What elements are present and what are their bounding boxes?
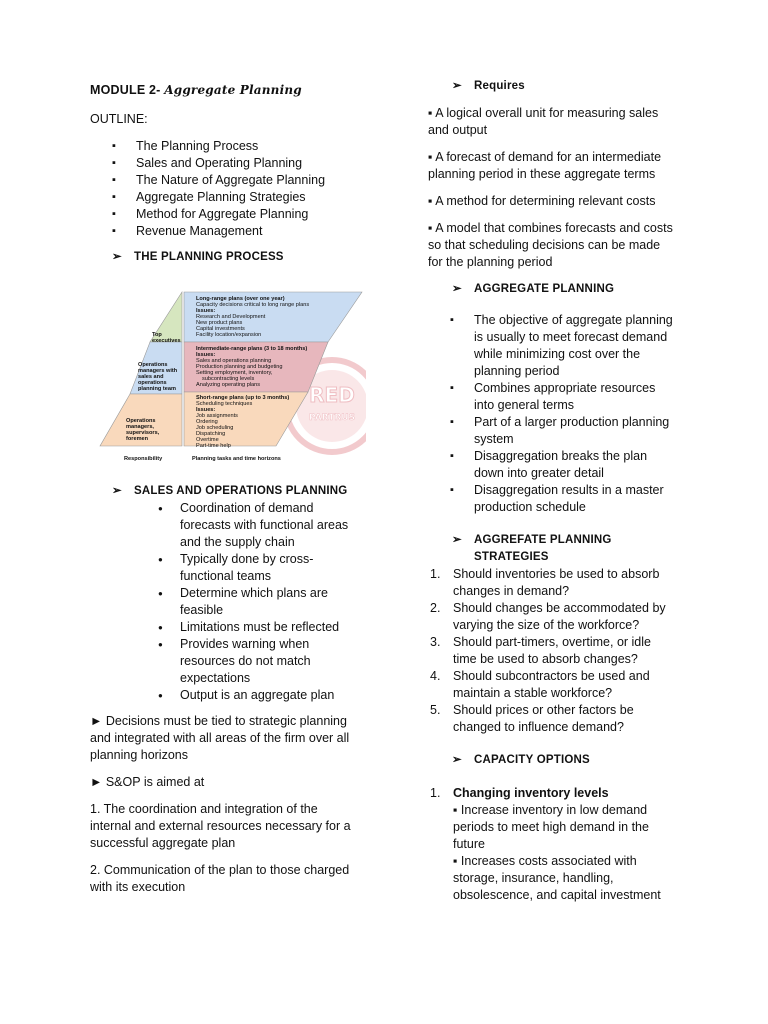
strategy-line: varying the size of the workforce? (453, 618, 640, 632)
sop-line: Provides warning when (180, 637, 310, 651)
resp-low-label: Operations (126, 418, 156, 424)
strategy-line: changes in demand? (453, 584, 570, 598)
requires-item (428, 105, 688, 139)
mid-range-line: Analyzing operating plans (196, 382, 261, 388)
sop-line: Output is an aggregate plan (180, 688, 335, 702)
requires-line: ▪ A logical overall unit for measuring sales (428, 106, 659, 120)
aggregate-item (428, 448, 688, 482)
aim-1-paragraph (90, 801, 370, 852)
diagram-footer-left: Responsibility (124, 456, 163, 462)
outline-item: ▪ Aggregate Planning Strategies (90, 189, 370, 206)
long-range-line: Issues: (196, 308, 216, 314)
resp-low-label: foremen (126, 436, 149, 442)
short-range-line: Part-time help (196, 443, 231, 449)
outline-item: ▪ Revenue Management (90, 223, 370, 240)
arrow-bullet-icon: ➢ (112, 251, 122, 263)
short-range-line: Scheduling techniques (196, 401, 253, 407)
sop-line: Typically done by cross- (180, 552, 314, 566)
capacity-line: storage, insurance, handling, (453, 871, 614, 885)
capacity-options-list (430, 785, 688, 904)
strategy-item (430, 600, 688, 634)
long-range-line: New product plans (196, 320, 243, 326)
short-range-line: Ordering (196, 419, 218, 425)
outline-item: ▪ The Nature of Aggregate Planning (90, 172, 370, 189)
strategy-line: Should part-timers, overtime, or idle (453, 635, 651, 649)
aggregate-item (428, 414, 688, 448)
requires-line: and output (428, 123, 488, 137)
mid-range-line: Sales and operations planning (196, 358, 272, 364)
decisions-line: and integrated with all areas of the firm over all (90, 731, 350, 745)
short-range-title: Short-range plans (up to 3 months) (196, 395, 290, 401)
resp-top-label: Top (152, 332, 162, 338)
decisions-line: planning horizons (90, 748, 188, 762)
capacity-line: future (453, 837, 485, 851)
resp-mid-label: operations (138, 380, 167, 386)
decisions-line: ► Decisions must be tied to strategic planning (90, 714, 347, 728)
aim-2-line: with its execution (90, 880, 186, 894)
strategy-line: Should prices or other factors be (453, 703, 634, 717)
arrow-bullet-icon: ➢ (452, 754, 462, 766)
sop-line: feasible (180, 603, 224, 617)
arrow-bullet-icon: ➢ (112, 485, 122, 497)
strategy-item (430, 668, 688, 702)
long-range-line: Capacity decisions critical to long range plans (196, 302, 310, 308)
sop-item (90, 500, 370, 551)
svg-text:RED: RED (309, 383, 355, 407)
strategy-number: 4. (430, 669, 441, 683)
arrow-bullet-icon: ➢ (452, 534, 462, 546)
aggregate-item (428, 482, 688, 516)
strategies-heading-text: AGGREFATE PLANNING (474, 534, 612, 546)
resp-low-label: managers, (126, 424, 154, 430)
aggregate-item (428, 380, 688, 414)
sop-line: resources do not match (180, 654, 311, 668)
planning-diagram (96, 288, 366, 468)
requires-item (428, 220, 688, 271)
mid-range-title: Intermediate-range plans (3 to 18 months) (196, 346, 308, 352)
strategies-list (430, 566, 688, 736)
resp-mid-label: planning team (138, 386, 176, 392)
strategy-line: Should inventories be used to absorb (453, 567, 660, 581)
aim-2-paragraph (90, 862, 370, 896)
aim-2-line: 2. Communication of the plan to those charged (90, 863, 350, 877)
module-title-script: Aggregate Planning (164, 83, 302, 97)
requires-line: for the planning period (428, 255, 553, 269)
requires-item (428, 193, 688, 210)
requires-heading (428, 78, 688, 95)
strategies-heading-text: STRATEGIES (474, 551, 549, 563)
short-range-line: Job assignments (196, 413, 238, 419)
short-range-line: Overtime (196, 437, 219, 443)
sop-item (90, 636, 370, 687)
aggregate-line: Combines appropriate resources (474, 381, 656, 395)
aim-1-line: internal and external resources necessary for a (90, 819, 351, 833)
diagram-footer-right: Planning tasks and time horizons (192, 456, 281, 462)
sop-item (90, 551, 370, 585)
right-column (428, 78, 688, 904)
outline-label: OUTLINE: (90, 112, 148, 126)
aggregate-line: The objective of aggregate planning (474, 313, 673, 327)
aggregate-planning-heading (428, 281, 688, 298)
aggregate-line: Part of a larger production planning (474, 415, 670, 429)
strategy-item (430, 566, 688, 600)
sop-line: forecasts with functional areas (180, 518, 349, 532)
aggregate-line: planning period (474, 364, 560, 378)
planning-process-heading (90, 249, 370, 266)
aggregate-line: system (474, 432, 514, 446)
resp-top-label: executives (152, 338, 181, 344)
resp-mid-label: sales and (138, 374, 164, 380)
capacity-options-heading-text: CAPACITY OPTIONS (474, 754, 590, 766)
strategy-line: Should changes be accommodated by (453, 601, 666, 615)
sop-line: and the supply chain (180, 535, 295, 549)
aggregate-item (428, 312, 688, 380)
sop-item (90, 585, 370, 619)
short-range-line: Job scheduling (196, 425, 234, 431)
module-title (90, 82, 370, 99)
sop-heading (90, 483, 370, 500)
short-range-line: Dispatching (196, 431, 226, 437)
svg-text:PARTRUS: PARTRUS (308, 413, 356, 423)
long-range-line: Capital investments (196, 326, 245, 332)
aggregate-planning-heading-text: AGGREGATE PLANNING (474, 283, 615, 295)
sop-line: expectations (180, 671, 251, 685)
short-range-line: Issues: (196, 407, 216, 413)
aggregate-line: Disaggregation breaks the plan (474, 449, 648, 463)
long-range-title: Long-range plans (over one year) (196, 296, 285, 302)
strategy-line: Should subcontractors be used and (453, 669, 650, 683)
resp-low-label: supervisors, (126, 430, 160, 436)
arrow-bullet-icon: ➢ (452, 80, 462, 92)
sop-list (90, 500, 370, 704)
arrow-bullet-icon: ➢ (452, 283, 462, 295)
outline-item: ▪ The Planning Process (90, 138, 370, 155)
requires-line: ▪ A forecast of demand for an intermediate (428, 150, 662, 164)
resp-mid-label: Operations (138, 362, 168, 368)
strategy-number: 5. (430, 703, 441, 717)
aggregate-line: down into greater detail (474, 466, 604, 480)
strategy-number: 3. (430, 635, 441, 649)
sop-heading-text: SALES AND OPERATIONS PLANNING (134, 485, 348, 497)
requires-line: so that scheduling decisions can be made (428, 238, 661, 252)
strategies-heading (428, 532, 688, 566)
planning-process-heading-text: THE PLANNING PROCESS (134, 251, 284, 263)
aim-1-line: successful aggregate plan (90, 836, 236, 850)
strategy-line: maintain a stable workforce? (453, 686, 613, 700)
strategy-number: 1. (430, 567, 441, 581)
aggregate-line: into general terms (474, 398, 575, 412)
capacity-line: ▪ Increase inventory in low demand (453, 803, 648, 817)
mid-range-line: Production planning and budgeting (196, 364, 283, 370)
aggregate-line: production schedule (474, 500, 586, 514)
outline-item: ▪ Method for Aggregate Planning (90, 206, 370, 223)
requires-heading-text: Requires (474, 80, 525, 92)
mid-range-line: Setting employment, inventory, (196, 370, 273, 376)
strategy-number: 2. (430, 601, 441, 615)
aggregate-line: is usually to meet forecast demand (474, 330, 668, 344)
mid-range-line: subcontracting levels (202, 376, 255, 382)
capacity-line: ▪ Increases costs associated with (453, 854, 637, 868)
strategy-item (430, 702, 688, 736)
long-range-line: Research and Development (196, 314, 266, 320)
strategy-item (430, 634, 688, 668)
requires-line: planning period in these aggregate terms (428, 167, 656, 181)
capacity-line: obsolescence, and capital investment (453, 888, 661, 902)
sop-line: Coordination of demand (180, 501, 314, 515)
aggregate-planning-list (428, 312, 688, 516)
aggregate-line: Disaggregation results in a master (474, 483, 664, 497)
sop-item (90, 619, 370, 636)
requires-line: ▪ A method for determining relevant costs (428, 194, 656, 208)
sop-line: functional teams (180, 569, 272, 583)
capacity-item-title: Changing inventory levels (453, 786, 609, 800)
left-column (90, 80, 370, 266)
requires-line: ▪ A model that combines forecasts and costs (428, 221, 673, 235)
resp-mid-label: managers with (138, 368, 178, 374)
module-title-prefix: MODULE 2- (90, 83, 165, 97)
decisions-paragraph (90, 713, 370, 764)
capacity-line: periods to meet high demand in the (453, 820, 649, 834)
requires-item (428, 149, 688, 183)
outline-item: ▪ Sales and Operating Planning (90, 155, 370, 172)
strategy-line: changed to influence demand? (453, 720, 624, 734)
mid-range-line: Issues: (196, 352, 216, 358)
sop-item (90, 687, 370, 704)
strategy-line: time be used to absorb changes? (453, 652, 638, 666)
sop-line: Limitations must be reflected (180, 620, 340, 634)
long-range-line: Facility location/expansion (196, 332, 262, 338)
capacity-item (430, 785, 688, 904)
capacity-number: 1. (430, 786, 441, 800)
sop-line: Determine which plans are (180, 586, 328, 600)
aggregate-line: while minimizing cost over the (474, 347, 641, 361)
aim-1-line: 1. The coordination and integration of the (90, 802, 318, 816)
left-column-lower (90, 483, 370, 896)
outline-list (90, 138, 370, 240)
capacity-options-heading (428, 752, 688, 769)
sop-aimed-paragraph: ► S&OP is aimed at (90, 775, 205, 789)
